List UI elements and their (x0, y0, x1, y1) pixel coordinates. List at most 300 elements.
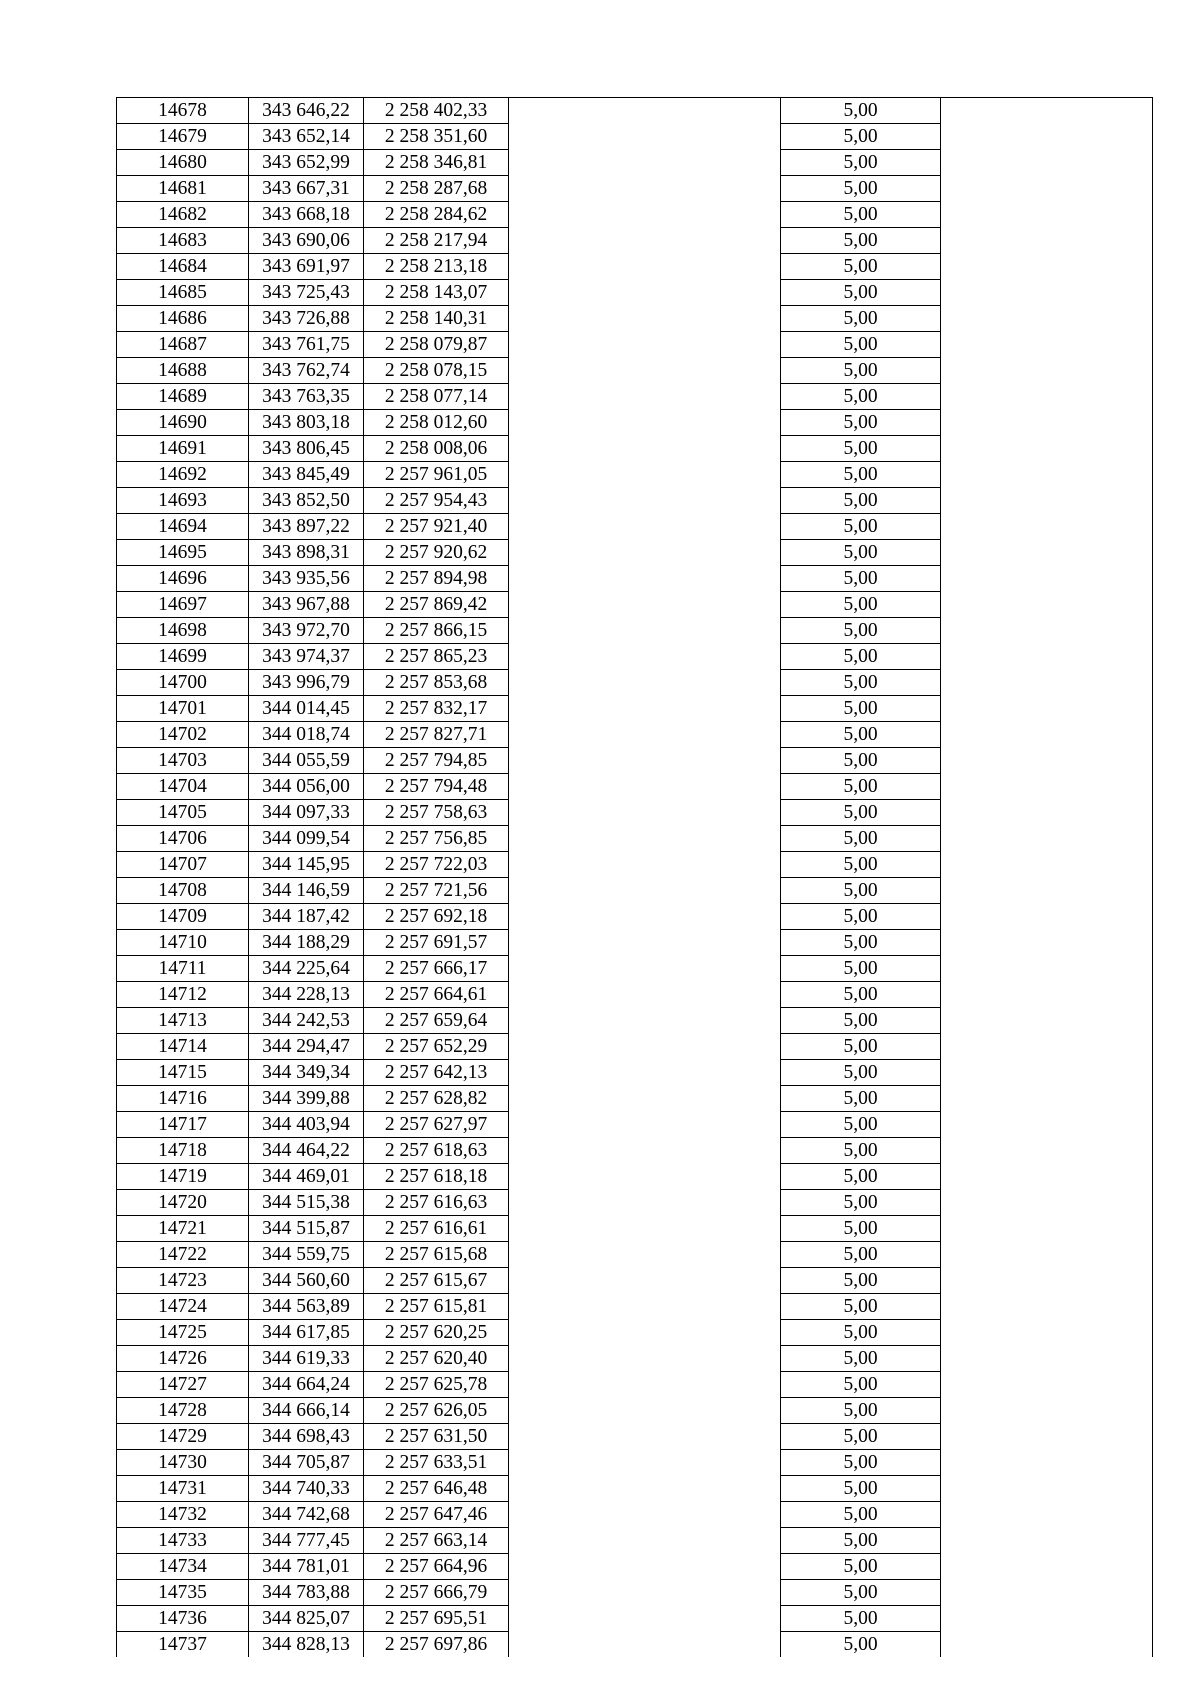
y-coordinate-cell: 2 258 217,94 (364, 228, 509, 254)
y-coordinate-cell: 2 258 213,18 (364, 254, 509, 280)
empty-cell (509, 722, 781, 748)
table-row (117, 1554, 1153, 1580)
point-number-cell: 14689 (117, 384, 249, 410)
empty-cell (941, 98, 1153, 124)
value-cell: 5,00 (781, 1164, 941, 1190)
table-row (117, 1528, 1153, 1554)
value-cell: 5,00 (781, 722, 941, 748)
empty-cell (509, 436, 781, 462)
y-coordinate-cell: 2 257 664,96 (364, 1554, 509, 1580)
empty-cell (941, 696, 1153, 722)
table-row (117, 1476, 1153, 1502)
value-cell: 5,00 (781, 488, 941, 514)
y-coordinate-cell: 2 257 920,62 (364, 540, 509, 566)
table-row (117, 1580, 1153, 1606)
point-number-cell: 14737 (117, 1632, 249, 1658)
point-number-cell: 14724 (117, 1294, 249, 1320)
point-number-cell: 14731 (117, 1476, 249, 1502)
point-number-cell: 14695 (117, 540, 249, 566)
table-row (117, 98, 1153, 124)
x-coordinate-cell: 343 761,75 (249, 332, 364, 358)
table-row (117, 644, 1153, 670)
y-coordinate-cell: 2 258 346,81 (364, 150, 509, 176)
x-coordinate-cell: 343 667,31 (249, 176, 364, 202)
empty-cell (941, 1502, 1153, 1528)
empty-cell (509, 1138, 781, 1164)
point-number-cell: 14704 (117, 774, 249, 800)
point-number-cell: 14733 (117, 1528, 249, 1554)
x-coordinate-cell: 344 740,33 (249, 1476, 364, 1502)
empty-cell (509, 1216, 781, 1242)
y-coordinate-cell: 2 257 631,50 (364, 1424, 509, 1450)
x-coordinate-cell: 344 225,64 (249, 956, 364, 982)
table-row (117, 436, 1153, 462)
point-number-cell: 14712 (117, 982, 249, 1008)
y-coordinate-cell: 2 258 008,06 (364, 436, 509, 462)
value-cell: 5,00 (781, 1528, 941, 1554)
x-coordinate-cell: 343 691,97 (249, 254, 364, 280)
table-row (117, 722, 1153, 748)
empty-cell (941, 1346, 1153, 1372)
x-coordinate-cell: 344 777,45 (249, 1528, 364, 1554)
point-number-cell: 14728 (117, 1398, 249, 1424)
point-number-cell: 14726 (117, 1346, 249, 1372)
table-row (117, 488, 1153, 514)
value-cell: 5,00 (781, 748, 941, 774)
empty-cell (509, 852, 781, 878)
point-number-cell: 14715 (117, 1060, 249, 1086)
empty-cell (941, 540, 1153, 566)
table-row (117, 800, 1153, 826)
y-coordinate-cell: 2 258 079,87 (364, 332, 509, 358)
y-coordinate-cell: 2 257 664,61 (364, 982, 509, 1008)
empty-cell (509, 644, 781, 670)
table-row (117, 1216, 1153, 1242)
x-coordinate-cell: 343 898,31 (249, 540, 364, 566)
empty-cell (941, 904, 1153, 930)
y-coordinate-cell: 2 257 615,67 (364, 1268, 509, 1294)
empty-cell (509, 774, 781, 800)
x-coordinate-cell: 344 560,60 (249, 1268, 364, 1294)
table-row (117, 1268, 1153, 1294)
table-row (117, 1164, 1153, 1190)
value-cell: 5,00 (781, 1008, 941, 1034)
x-coordinate-cell: 343 690,06 (249, 228, 364, 254)
point-number-cell: 14734 (117, 1554, 249, 1580)
table-row (117, 670, 1153, 696)
x-coordinate-cell: 343 996,79 (249, 670, 364, 696)
empty-cell (509, 618, 781, 644)
point-number-cell: 14706 (117, 826, 249, 852)
empty-cell (941, 514, 1153, 540)
empty-cell (509, 124, 781, 150)
table-row (117, 1138, 1153, 1164)
table-row (117, 280, 1153, 306)
x-coordinate-cell: 344 617,85 (249, 1320, 364, 1346)
point-number-cell: 14722 (117, 1242, 249, 1268)
point-number-cell: 14701 (117, 696, 249, 722)
value-cell: 5,00 (781, 228, 941, 254)
value-cell: 5,00 (781, 644, 941, 670)
empty-cell (941, 124, 1153, 150)
value-cell: 5,00 (781, 826, 941, 852)
value-cell: 5,00 (781, 410, 941, 436)
empty-cell (509, 1424, 781, 1450)
table-row (117, 514, 1153, 540)
empty-cell (509, 748, 781, 774)
x-coordinate-cell: 344 563,89 (249, 1294, 364, 1320)
x-coordinate-cell: 344 664,24 (249, 1372, 364, 1398)
x-coordinate-cell: 344 742,68 (249, 1502, 364, 1528)
value-cell: 5,00 (781, 1554, 941, 1580)
point-number-cell: 14699 (117, 644, 249, 670)
empty-cell (509, 514, 781, 540)
empty-cell (509, 462, 781, 488)
empty-cell (941, 644, 1153, 670)
x-coordinate-cell: 344 464,22 (249, 1138, 364, 1164)
x-coordinate-cell: 344 781,01 (249, 1554, 364, 1580)
empty-cell (509, 1346, 781, 1372)
y-coordinate-cell: 2 257 659,64 (364, 1008, 509, 1034)
table-row (117, 878, 1153, 904)
table-row (117, 1372, 1153, 1398)
x-coordinate-cell: 344 828,13 (249, 1632, 364, 1658)
empty-cell (509, 878, 781, 904)
x-coordinate-cell: 344 188,29 (249, 930, 364, 956)
point-number-cell: 14690 (117, 410, 249, 436)
empty-cell (509, 1086, 781, 1112)
y-coordinate-cell: 2 257 647,46 (364, 1502, 509, 1528)
point-number-cell: 14721 (117, 1216, 249, 1242)
value-cell: 5,00 (781, 1320, 941, 1346)
y-coordinate-cell: 2 257 722,03 (364, 852, 509, 878)
coordinates-table-body (117, 98, 1153, 1658)
empty-cell (509, 1372, 781, 1398)
empty-cell (509, 982, 781, 1008)
table-row (117, 1502, 1153, 1528)
empty-cell (941, 878, 1153, 904)
y-coordinate-cell: 2 257 865,23 (364, 644, 509, 670)
table-row (117, 124, 1153, 150)
x-coordinate-cell: 343 652,99 (249, 150, 364, 176)
value-cell: 5,00 (781, 1580, 941, 1606)
y-coordinate-cell: 2 257 954,43 (364, 488, 509, 514)
y-coordinate-cell: 2 257 620,40 (364, 1346, 509, 1372)
y-coordinate-cell: 2 257 961,05 (364, 462, 509, 488)
y-coordinate-cell: 2 258 143,07 (364, 280, 509, 306)
value-cell: 5,00 (781, 514, 941, 540)
y-coordinate-cell: 2 258 078,15 (364, 358, 509, 384)
empty-cell (941, 1216, 1153, 1242)
value-cell: 5,00 (781, 956, 941, 982)
y-coordinate-cell: 2 257 794,48 (364, 774, 509, 800)
value-cell: 5,00 (781, 1242, 941, 1268)
empty-cell (509, 1476, 781, 1502)
empty-cell (509, 670, 781, 696)
y-coordinate-cell: 2 257 666,17 (364, 956, 509, 982)
empty-cell (509, 1008, 781, 1034)
empty-cell (941, 748, 1153, 774)
point-number-cell: 14686 (117, 306, 249, 332)
y-coordinate-cell: 2 257 625,78 (364, 1372, 509, 1398)
y-coordinate-cell: 2 257 626,05 (364, 1398, 509, 1424)
empty-cell (509, 904, 781, 930)
table-row (117, 1008, 1153, 1034)
point-number-cell: 14700 (117, 670, 249, 696)
value-cell: 5,00 (781, 618, 941, 644)
empty-cell (941, 800, 1153, 826)
point-number-cell: 14697 (117, 592, 249, 618)
point-number-cell: 14687 (117, 332, 249, 358)
table-row (117, 1242, 1153, 1268)
table-row (117, 1606, 1153, 1632)
x-coordinate-cell: 343 762,74 (249, 358, 364, 384)
y-coordinate-cell: 2 258 012,60 (364, 410, 509, 436)
value-cell: 5,00 (781, 332, 941, 358)
empty-cell (509, 176, 781, 202)
x-coordinate-cell: 344 469,01 (249, 1164, 364, 1190)
empty-cell (941, 1632, 1153, 1658)
empty-cell (941, 1138, 1153, 1164)
value-cell: 5,00 (781, 592, 941, 618)
empty-cell (941, 566, 1153, 592)
empty-cell (509, 956, 781, 982)
empty-cell (509, 98, 781, 124)
x-coordinate-cell: 343 972,70 (249, 618, 364, 644)
point-number-cell: 14727 (117, 1372, 249, 1398)
x-coordinate-cell: 343 763,35 (249, 384, 364, 410)
point-number-cell: 14685 (117, 280, 249, 306)
point-number-cell: 14692 (117, 462, 249, 488)
empty-cell (509, 800, 781, 826)
point-number-cell: 14730 (117, 1450, 249, 1476)
table-row (117, 774, 1153, 800)
empty-cell (941, 1606, 1153, 1632)
y-coordinate-cell: 2 257 827,71 (364, 722, 509, 748)
empty-cell (941, 150, 1153, 176)
value-cell: 5,00 (781, 306, 941, 332)
empty-cell (509, 1450, 781, 1476)
table-row (117, 202, 1153, 228)
y-coordinate-cell: 2 257 853,68 (364, 670, 509, 696)
empty-cell (941, 930, 1153, 956)
empty-cell (941, 852, 1153, 878)
empty-cell (509, 1632, 781, 1658)
empty-cell (509, 1606, 781, 1632)
empty-cell (509, 1112, 781, 1138)
value-cell: 5,00 (781, 800, 941, 826)
x-coordinate-cell: 344 242,53 (249, 1008, 364, 1034)
x-coordinate-cell: 343 652,14 (249, 124, 364, 150)
empty-cell (509, 332, 781, 358)
value-cell: 5,00 (781, 930, 941, 956)
point-number-cell: 14725 (117, 1320, 249, 1346)
x-coordinate-cell: 343 967,88 (249, 592, 364, 618)
table-row (117, 1086, 1153, 1112)
y-coordinate-cell: 2 258 077,14 (364, 384, 509, 410)
point-number-cell: 14720 (117, 1190, 249, 1216)
x-coordinate-cell: 344 705,87 (249, 1450, 364, 1476)
point-number-cell: 14679 (117, 124, 249, 150)
table-row (117, 1398, 1153, 1424)
table-row (117, 1060, 1153, 1086)
value-cell: 5,00 (781, 696, 941, 722)
x-coordinate-cell: 343 845,49 (249, 462, 364, 488)
empty-cell (941, 202, 1153, 228)
point-number-cell: 14678 (117, 98, 249, 124)
table-row (117, 982, 1153, 1008)
empty-cell (941, 1034, 1153, 1060)
x-coordinate-cell: 344 559,75 (249, 1242, 364, 1268)
empty-cell (941, 410, 1153, 436)
value-cell: 5,00 (781, 1372, 941, 1398)
y-coordinate-cell: 2 257 616,63 (364, 1190, 509, 1216)
point-number-cell: 14684 (117, 254, 249, 280)
empty-cell (509, 1502, 781, 1528)
x-coordinate-cell: 344 056,00 (249, 774, 364, 800)
value-cell: 5,00 (781, 1606, 941, 1632)
x-coordinate-cell: 343 897,22 (249, 514, 364, 540)
x-coordinate-cell: 344 825,07 (249, 1606, 364, 1632)
x-coordinate-cell: 344 099,54 (249, 826, 364, 852)
value-cell: 5,00 (781, 358, 941, 384)
point-number-cell: 14713 (117, 1008, 249, 1034)
table-row (117, 592, 1153, 618)
value-cell: 5,00 (781, 982, 941, 1008)
value-cell: 5,00 (781, 280, 941, 306)
y-coordinate-cell: 2 257 697,86 (364, 1632, 509, 1658)
y-coordinate-cell: 2 257 758,63 (364, 800, 509, 826)
table-row (117, 852, 1153, 878)
table-row (117, 410, 1153, 436)
value-cell: 5,00 (781, 566, 941, 592)
empty-cell (941, 488, 1153, 514)
y-coordinate-cell: 2 257 832,17 (364, 696, 509, 722)
point-number-cell: 14723 (117, 1268, 249, 1294)
y-coordinate-cell: 2 257 642,13 (364, 1060, 509, 1086)
y-coordinate-cell: 2 257 633,51 (364, 1450, 509, 1476)
x-coordinate-cell: 344 097,33 (249, 800, 364, 826)
table-row (117, 150, 1153, 176)
table-row (117, 826, 1153, 852)
empty-cell (941, 1008, 1153, 1034)
empty-cell (941, 1398, 1153, 1424)
x-coordinate-cell: 343 935,56 (249, 566, 364, 592)
point-number-cell: 14680 (117, 150, 249, 176)
y-coordinate-cell: 2 257 691,57 (364, 930, 509, 956)
empty-cell (509, 488, 781, 514)
y-coordinate-cell: 2 257 756,85 (364, 826, 509, 852)
value-cell: 5,00 (781, 1398, 941, 1424)
empty-cell (509, 1398, 781, 1424)
value-cell: 5,00 (781, 1632, 941, 1658)
table-row (117, 358, 1153, 384)
empty-cell (941, 176, 1153, 202)
y-coordinate-cell: 2 257 666,79 (364, 1580, 509, 1606)
table-row (117, 540, 1153, 566)
x-coordinate-cell: 344 228,13 (249, 982, 364, 1008)
point-number-cell: 14682 (117, 202, 249, 228)
empty-cell (941, 358, 1153, 384)
x-coordinate-cell: 344 018,74 (249, 722, 364, 748)
value-cell: 5,00 (781, 1034, 941, 1060)
y-coordinate-cell: 2 257 866,15 (364, 618, 509, 644)
empty-cell (509, 1060, 781, 1086)
empty-cell (509, 1554, 781, 1580)
point-number-cell: 14691 (117, 436, 249, 462)
value-cell: 5,00 (781, 878, 941, 904)
point-number-cell: 14703 (117, 748, 249, 774)
point-number-cell: 14735 (117, 1580, 249, 1606)
point-number-cell: 14698 (117, 618, 249, 644)
y-coordinate-cell: 2 258 140,31 (364, 306, 509, 332)
empty-cell (941, 228, 1153, 254)
value-cell: 5,00 (781, 1268, 941, 1294)
value-cell: 5,00 (781, 98, 941, 124)
table-row (117, 930, 1153, 956)
point-number-cell: 14702 (117, 722, 249, 748)
value-cell: 5,00 (781, 202, 941, 228)
table-row (117, 1450, 1153, 1476)
point-number-cell: 14716 (117, 1086, 249, 1112)
table-row (117, 332, 1153, 358)
empty-cell (509, 254, 781, 280)
empty-cell (941, 1086, 1153, 1112)
table-row (117, 254, 1153, 280)
x-coordinate-cell: 344 619,33 (249, 1346, 364, 1372)
x-coordinate-cell: 344 698,43 (249, 1424, 364, 1450)
empty-cell (509, 410, 781, 436)
value-cell: 5,00 (781, 1502, 941, 1528)
x-coordinate-cell: 344 187,42 (249, 904, 364, 930)
table-row (117, 1112, 1153, 1138)
table-row (117, 1190, 1153, 1216)
y-coordinate-cell: 2 257 615,81 (364, 1294, 509, 1320)
empty-cell (509, 1320, 781, 1346)
point-number-cell: 14732 (117, 1502, 249, 1528)
empty-cell (941, 670, 1153, 696)
empty-cell (509, 1242, 781, 1268)
value-cell: 5,00 (781, 1216, 941, 1242)
empty-cell (941, 826, 1153, 852)
value-cell: 5,00 (781, 1086, 941, 1112)
point-number-cell: 14717 (117, 1112, 249, 1138)
point-number-cell: 14705 (117, 800, 249, 826)
y-coordinate-cell: 2 257 616,61 (364, 1216, 509, 1242)
x-coordinate-cell: 344 515,38 (249, 1190, 364, 1216)
point-number-cell: 14694 (117, 514, 249, 540)
x-coordinate-cell: 344 055,59 (249, 748, 364, 774)
value-cell: 5,00 (781, 1476, 941, 1502)
empty-cell (941, 1450, 1153, 1476)
empty-cell (941, 1528, 1153, 1554)
point-number-cell: 14729 (117, 1424, 249, 1450)
x-coordinate-cell: 343 646,22 (249, 98, 364, 124)
empty-cell (509, 384, 781, 410)
y-coordinate-cell: 2 257 695,51 (364, 1606, 509, 1632)
y-coordinate-cell: 2 257 628,82 (364, 1086, 509, 1112)
table-row (117, 956, 1153, 982)
point-number-cell: 14710 (117, 930, 249, 956)
point-number-cell: 14708 (117, 878, 249, 904)
empty-cell (509, 1294, 781, 1320)
table-row (117, 228, 1153, 254)
empty-cell (941, 384, 1153, 410)
table-row (117, 1346, 1153, 1372)
table-row (117, 618, 1153, 644)
empty-cell (941, 722, 1153, 748)
table-row (117, 748, 1153, 774)
